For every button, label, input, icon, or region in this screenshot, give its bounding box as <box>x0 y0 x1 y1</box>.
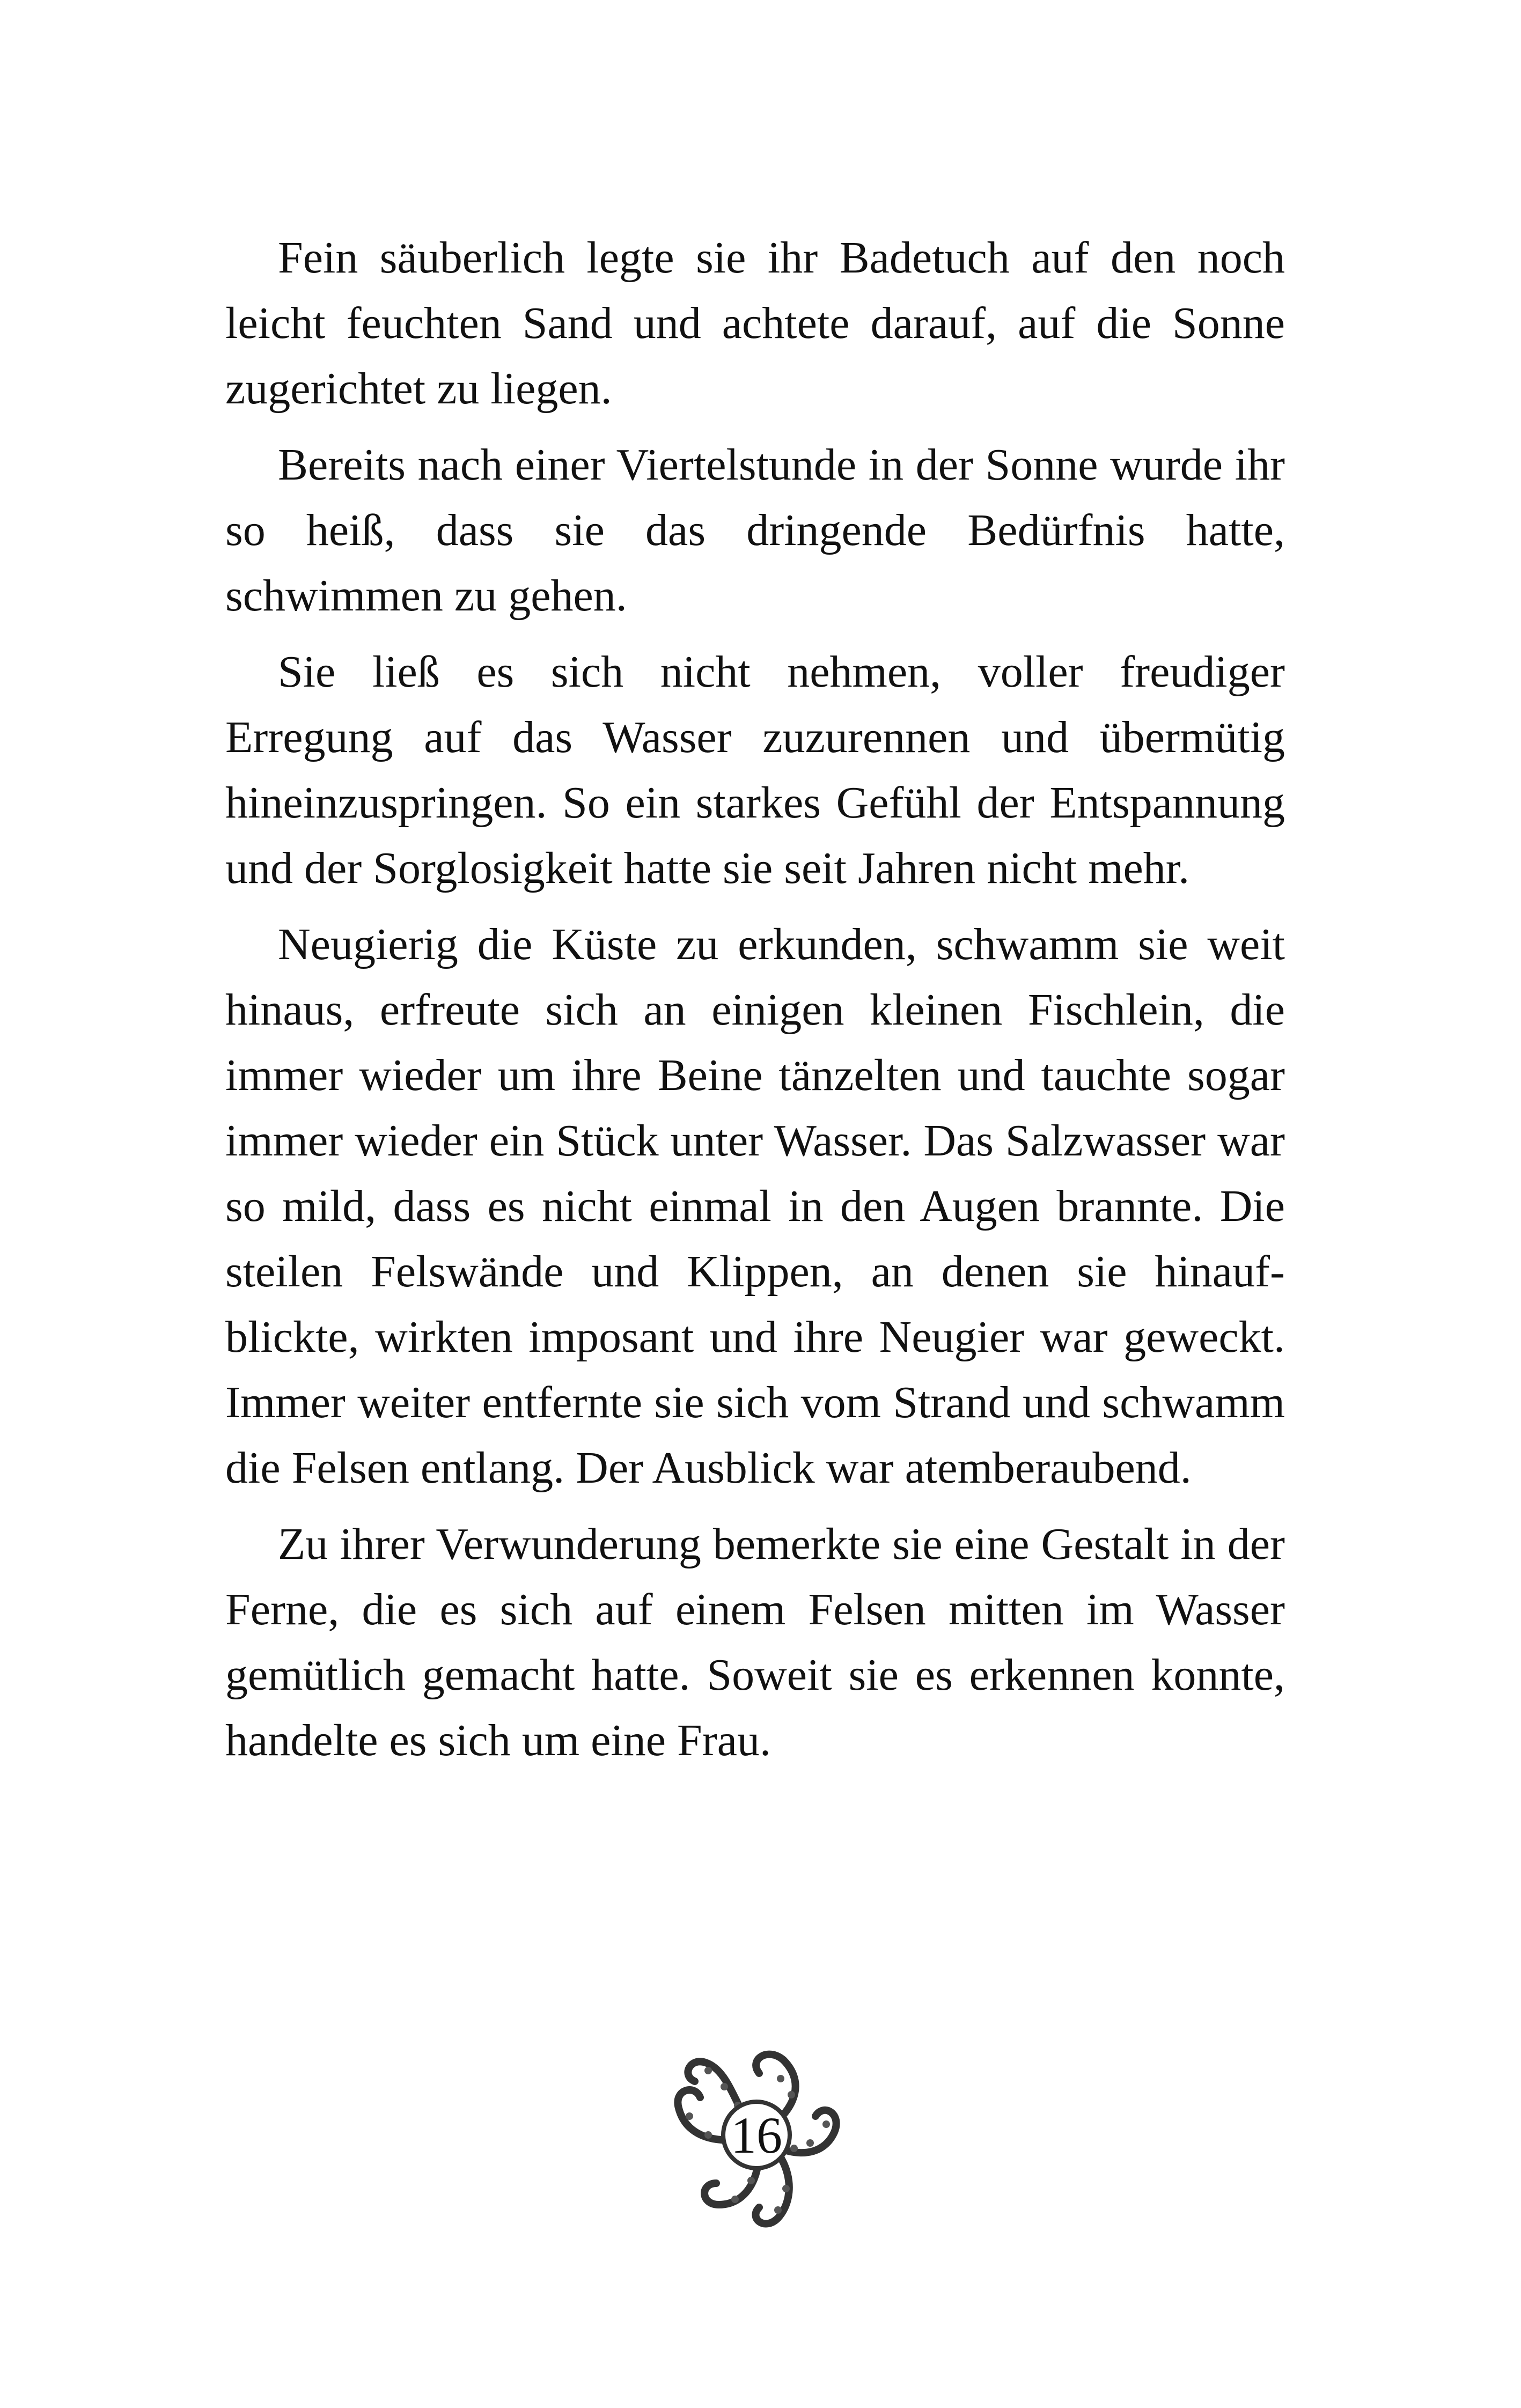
page-number: 16 <box>731 2106 782 2164</box>
body-text <box>225 225 1285 1784</box>
paragraph-3: Sie ließ es sich nicht nehmen, voller freudiger Erregung auf das Wasser zuzurennen und übermütig hineinzuspringen. So ein starkes Gefühl der Entspannung und der Sorglosigkeit hatte sie seit Jahren nicht mehr. <box>225 647 1285 893</box>
paragraph-2: Bereits nach einer Viertelstunde in der Sonne wurde ihr so heiß, dass sie das dringende Bedürfnis hatte, schwimmen zu gehen. <box>225 440 1285 621</box>
paragraph-1: Fein säuberlich legte sie ihr Badetuch auf den noch leicht feuchten Sand und achtete darauf, auf die Sonne zugerichtet zu liegen. <box>225 233 1285 414</box>
paragraph-4: Neugierig die Küste zu erkunden, schwamm sie weit hinaus, erfreute sich an einigen kleinen Fischlein, die immer wieder um ihre Beine tänzelten und tauchte sogar immer wieder ein Stück unter Wasser. Das Salzwasser war so mild, dass es nicht einmal in den Augen brannte. Die steilen Felswände und Klippen, an denen sie hinaufblickte, wirkten imposant und ihre Neugier war geweckt. Immer weiter entfernte sie sich vom Strand und schwamm die Felsen entlang. Der Ausblick war atemberaubend. <box>225 919 1285 1493</box>
paragraph-5: Zu ihrer Verwunderung bemerkte sie eine Gestalt in der Ferne, die es sich auf einem Felsen mitten im Wasser gemütlich gemacht hatte. Soweit sie es erkennen konnte, handelte es sich um eine Frau. <box>225 1519 1285 1765</box>
